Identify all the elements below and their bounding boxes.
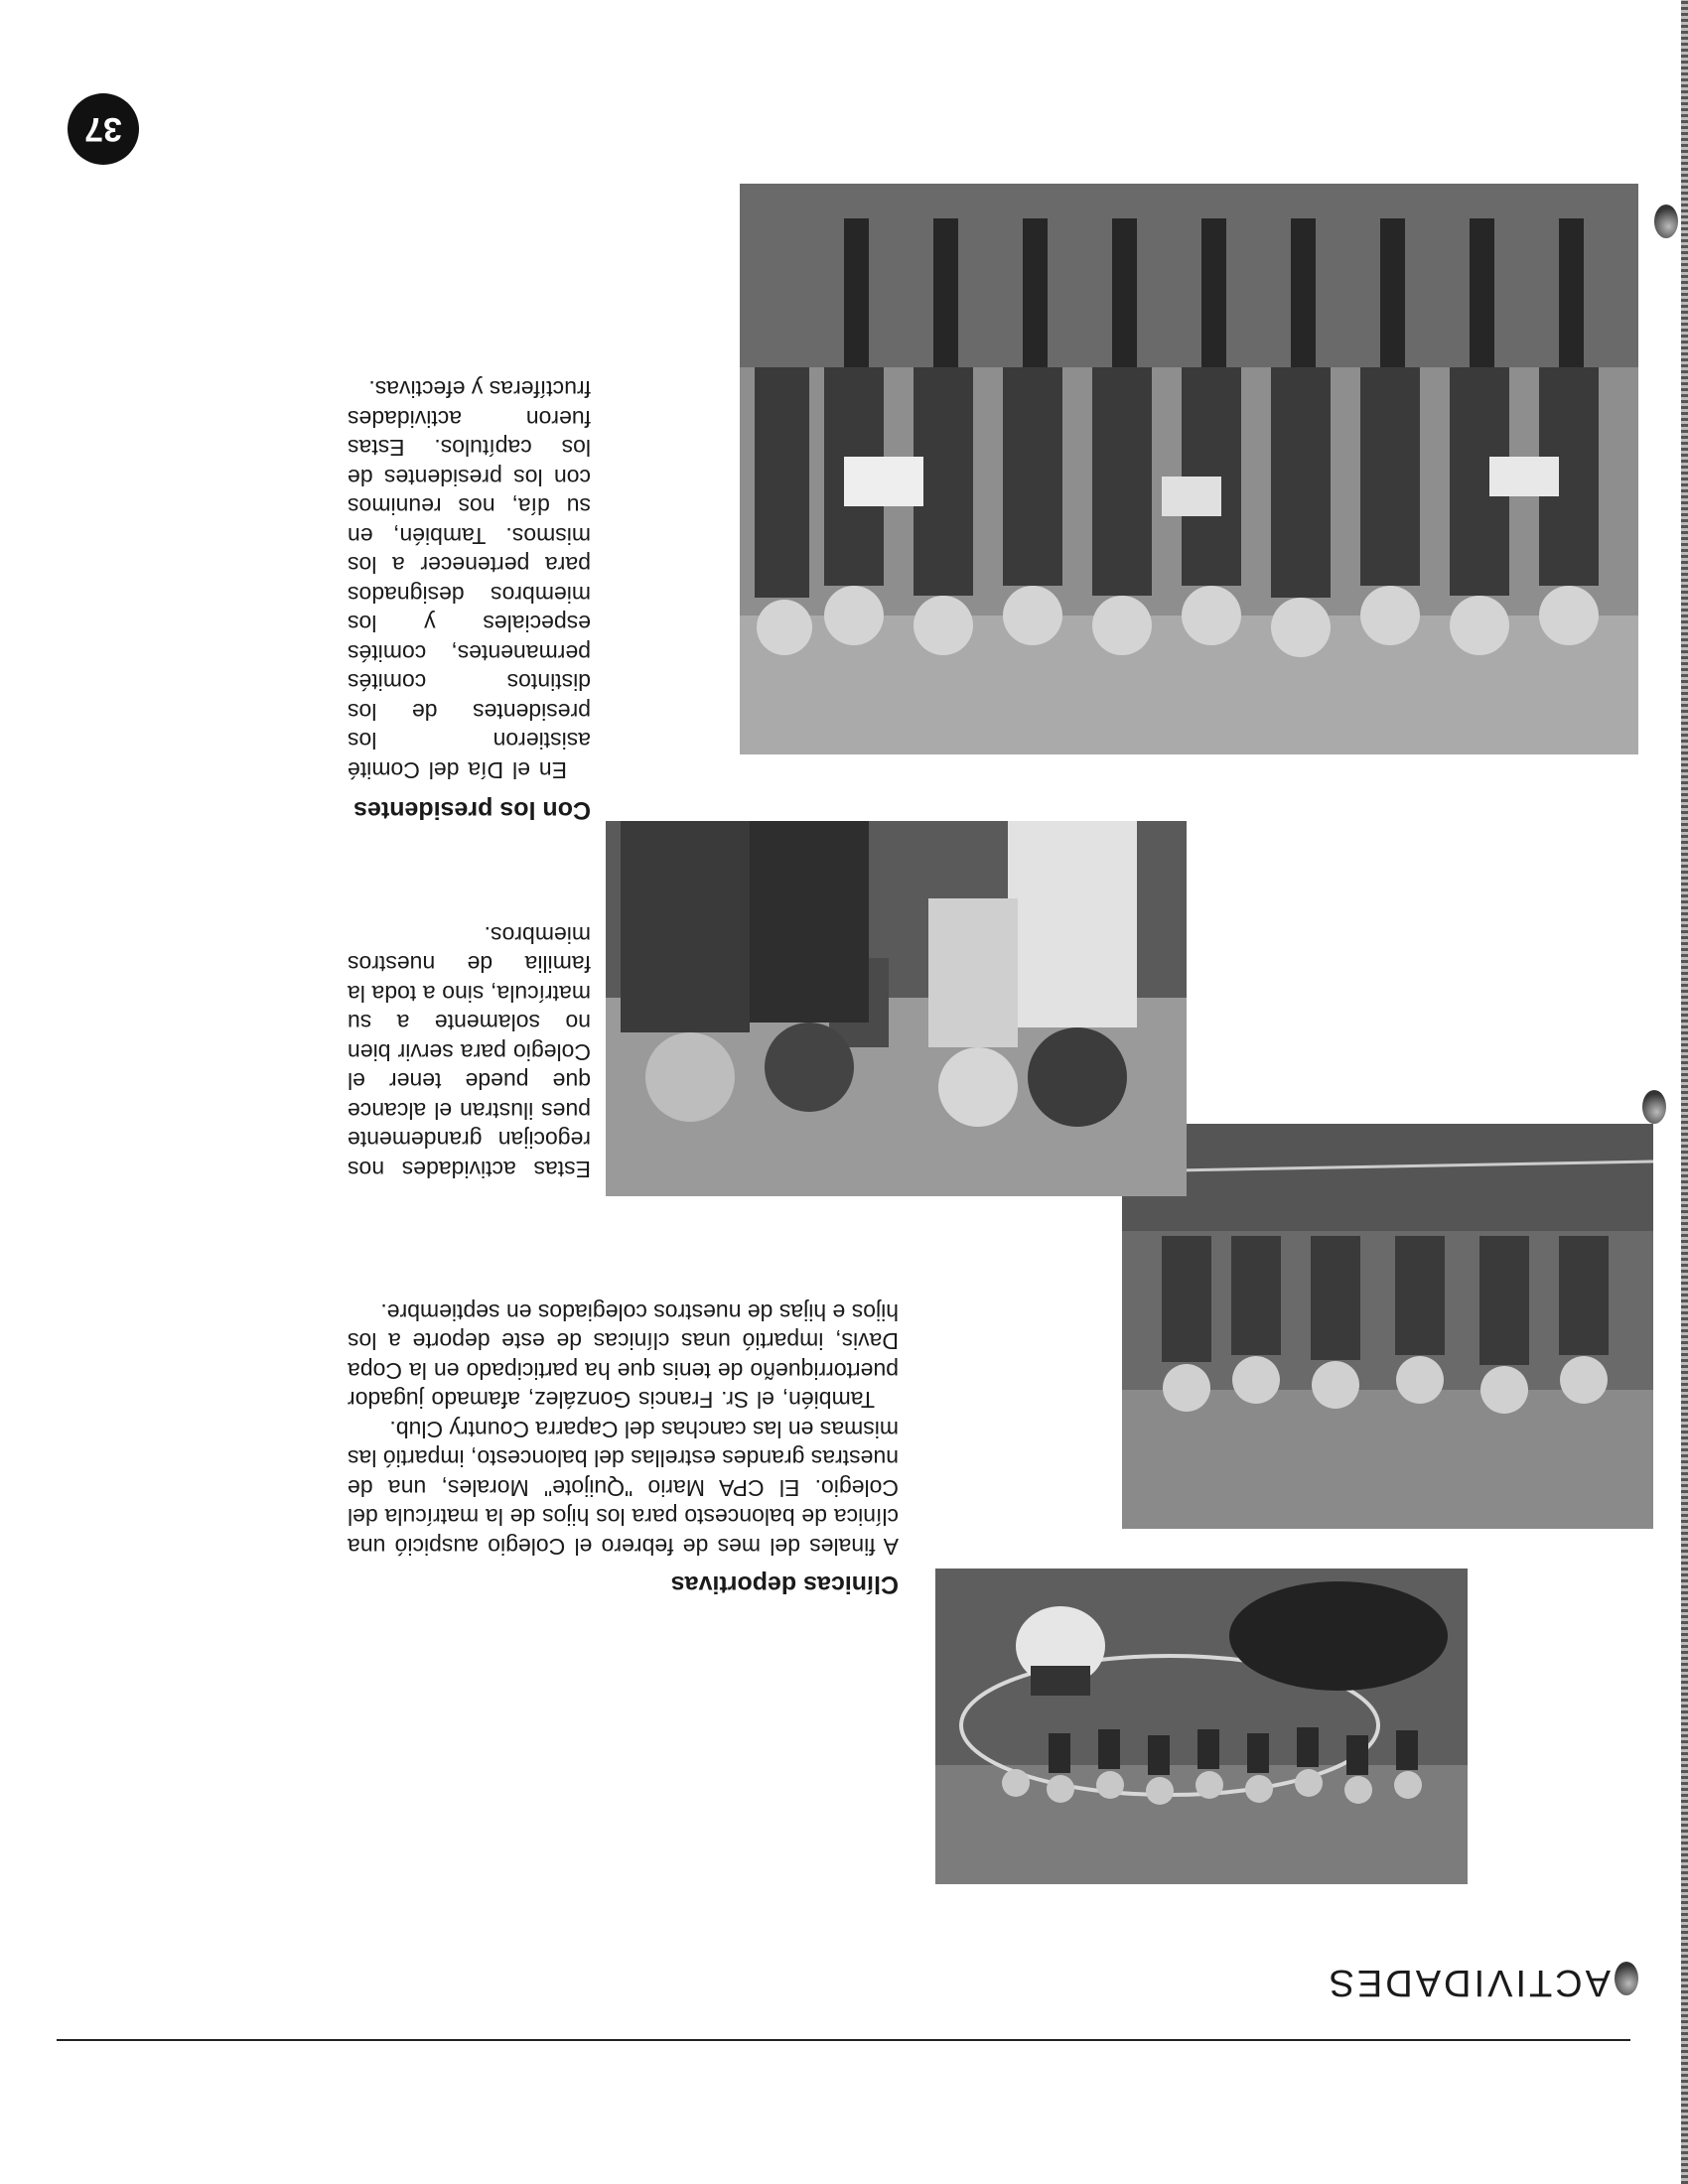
tennis-clinic-image xyxy=(1122,1124,1653,1529)
page-number-badge: 37 xyxy=(68,93,139,165)
scan-edge xyxy=(1681,0,1688,2184)
committee-presidents-image xyxy=(740,184,1638,754)
basketball-clinic-photo xyxy=(935,1569,1468,1884)
trophy-presentation-image xyxy=(606,821,1187,1196)
clinicas-paragraph-2: También, el Sr. Francis González, afamado jugador puertorriqueño de tenis que ha participado en la Copa Davis, impartió unas clínicas de este deporte a los hijos e hijas de nuestros colegiados en septiembre. xyxy=(348,1299,899,1414)
photo-bullet-icon xyxy=(1642,1090,1666,1124)
header-bullet-icon xyxy=(1615,1962,1638,1995)
clinicas-paragraph-1: A finales del mes de febrero el Colegio auspició una clínica de baloncesto para los hijos de la matrícula del Colegio. El CPA Mario "Quijote" Morales, una de nuestras grandes estrellas del baloncesto, impartió las mismas en las canchas del Caparra Country Club. xyxy=(348,1417,899,1560)
estas-actividades-body xyxy=(348,920,591,1184)
section-title: ACTIVIDADES xyxy=(1326,1962,1611,2003)
trophy-presentation-photo xyxy=(606,821,1187,1196)
presidentes-paragraph: En el Día del Comité asistieron los presidentes de los distintos comités permanentes, comités especiales y los miembros designados para pertenecer a los mismos. También, en su día, nos reunimos con los presidentes de los capítulos. Estas fueron actividades fructíferas y efectivas. xyxy=(348,376,591,783)
committee-presidents-photo xyxy=(740,184,1638,754)
clinicas-body xyxy=(348,1297,899,1562)
presidentes-body xyxy=(348,374,591,784)
corner-bullet-icon xyxy=(1654,205,1678,238)
presidentes-heading: Con los presidentes xyxy=(353,796,591,824)
clinicas-heading: Clínicas deportivas xyxy=(670,1570,899,1598)
header-rule xyxy=(57,2039,1630,2041)
tennis-clinic-photo xyxy=(1122,1124,1653,1529)
estas-actividades-paragraph: Estas actividades nos regocijan grandemente pues ilustran el alcance que puede tener el Colegio para servir bien no solamente a su matrícula, sino a toda la familia de nuestros miembros. xyxy=(348,922,591,1182)
basketball-clinic-image xyxy=(935,1569,1468,1884)
